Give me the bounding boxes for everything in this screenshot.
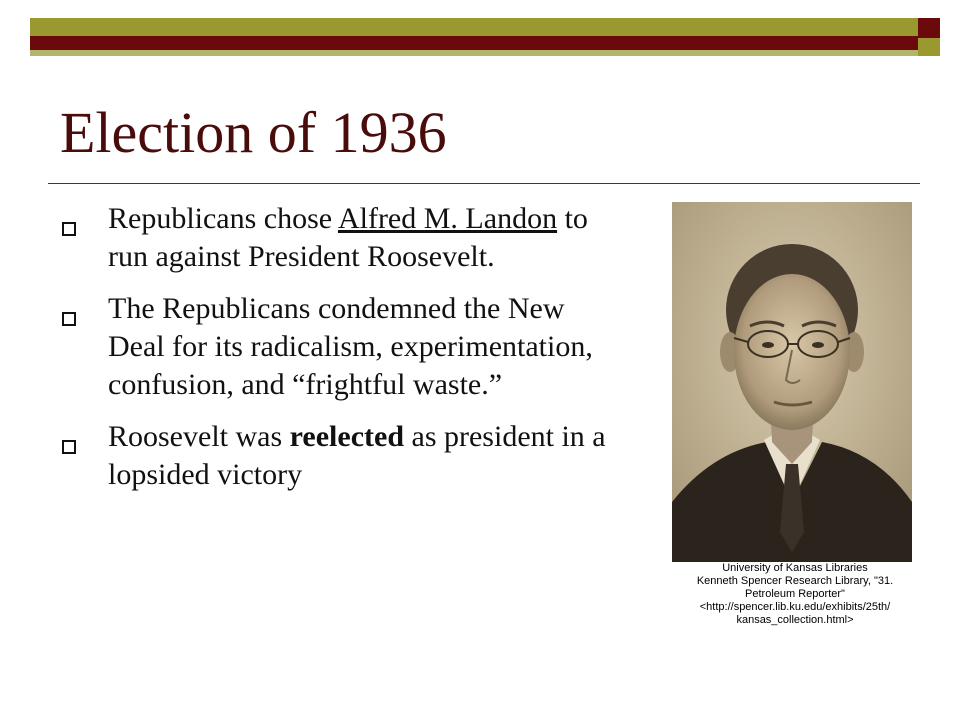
top-decorative-bar [30, 18, 918, 56]
caption-line: Petroleum Reporter" [745, 588, 845, 600]
corner-block-olive [918, 38, 940, 56]
bullet-item [62, 418, 622, 494]
square-bullet-icon [62, 440, 76, 454]
bullet-text-pre: Republicans chose [108, 202, 338, 235]
title-divider [48, 183, 920, 184]
maroon-stripe [30, 36, 918, 50]
portrait-image [672, 202, 912, 562]
bullet-item [62, 200, 622, 276]
light-olive-stripe [30, 50, 918, 56]
bullet-list [62, 200, 622, 508]
caption-line: <http://spencer.lib.ku.edu/exhibits/25th/ [699, 601, 891, 613]
bullet-text-post: to run against President Roosevelt. [108, 202, 588, 273]
bullet-text-post: as president in a lopsided victory [108, 420, 606, 491]
olive-stripe [30, 18, 918, 36]
photo-caption [660, 562, 930, 627]
bullet-text-pre: Roosevelt was [108, 420, 290, 453]
bullet-text: The Republicans condemned the New Deal for its radicalism, experimentation, confusion, and “frightful waste.” [108, 292, 593, 401]
bullet-bold-text: reelected [289, 420, 405, 453]
portrait-photo [672, 202, 912, 562]
square-bullet-icon [62, 222, 76, 236]
caption-line: Kenneth Spencer Research Library, "31. [696, 575, 894, 587]
square-bullet-icon [62, 312, 76, 326]
corner-block-maroon [918, 18, 940, 38]
landon-link[interactable]: Alfred M. Landon [337, 202, 558, 235]
caption-line: University of Kansas Libraries [722, 562, 868, 574]
caption-line: kansas_collection.html> [736, 614, 854, 626]
bullet-item [62, 290, 622, 404]
slide-title: Election of 1936 [60, 100, 447, 165]
